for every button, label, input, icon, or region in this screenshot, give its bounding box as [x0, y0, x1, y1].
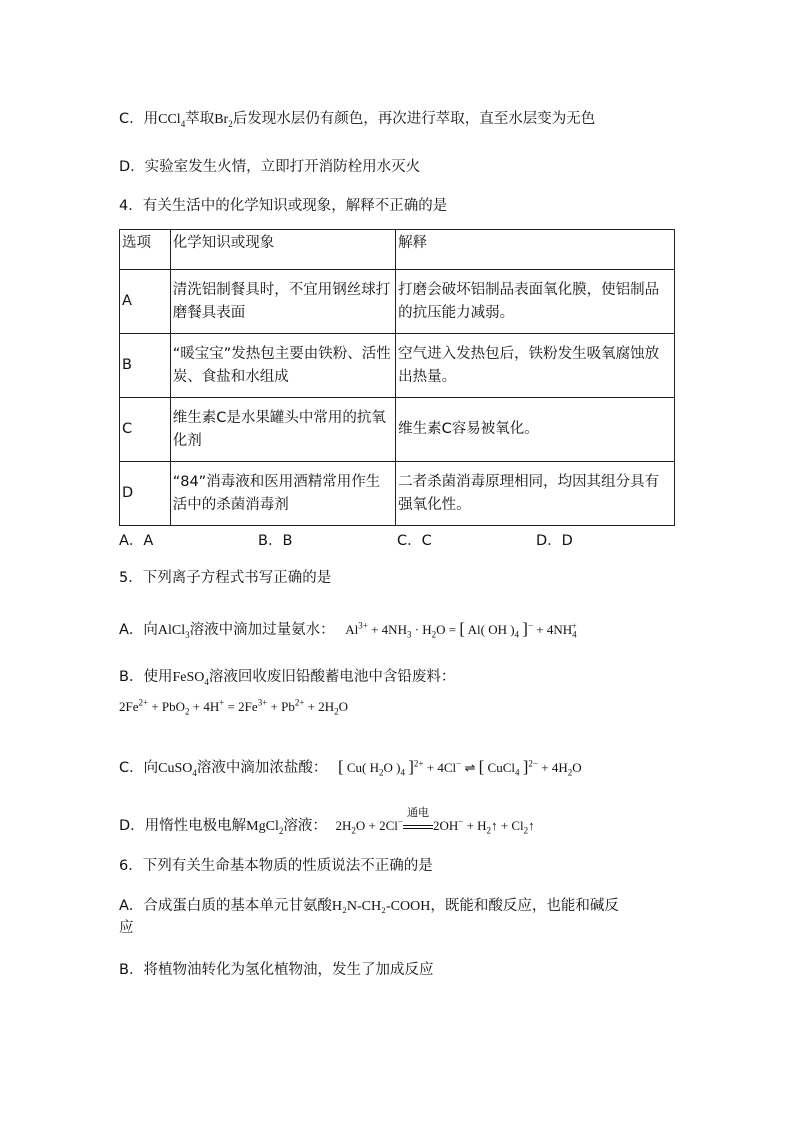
- cell-option: D: [120, 462, 171, 526]
- question-5-option-a: A．向AlCl$_3$溶液中滴加过量氨水： $Al^{3+} + 4NH_3 \cdot H_2O$ = [ Al( OH )$_4$ ]$^- + 4NH_4^+$: [119, 619, 577, 640]
- question-4-stem: 4．有关生活中的化学知识或现象，解释不正确的是: [119, 198, 448, 214]
- electrolysis-condition: 通电: [403, 816, 433, 836]
- answer-option-c: C．C: [397, 533, 432, 549]
- option-d-line: D．实验室发生火情，立即打开消防栓用水灭火: [119, 159, 421, 175]
- equation-b: $2Fe^{2+} + PbO_2 + 4H^+ = 2Fe^{3+} + Pb^{2+} + 2H_2O$: [119, 697, 349, 717]
- equation-d: $2H_2O + 2Cl^-$ 通电 $2OH^- + H_2↑$ + $Cl_2↑$: [335, 807, 535, 836]
- question-5-option-c: C．向CuSO$_4$溶液中滴加浓盐酸： [ Cu( $H_2O$ )$_4$ ]$^{2+}$ + 4Cl− ⇌ [ CuCl$_4$ ]$^{2-} + 4H_2O$: [119, 757, 582, 778]
- cell-phenomenon: 维生素C是水果罐头中常用的抗氧化剂: [170, 398, 395, 462]
- cell-option: A: [120, 270, 171, 334]
- question-6-option-a-cont: 应: [119, 920, 134, 936]
- answer-option-d: D．D: [536, 533, 573, 549]
- question-6-option-a: A．合成蛋白质的基本单元甘氨酸H₂N-CH₂-COOH，既能和酸反应，也能和碱反: [119, 898, 619, 914]
- text: 后发现水层仍有颜色，再次进行萃取，直至水层变为无色: [232, 111, 596, 127]
- cell-phenomenon: “暖宝宝”发热包主要由铁粉、活性炭、食盐和水组成: [170, 334, 395, 398]
- text: C．用: [119, 111, 159, 127]
- formula-br2: $Br_2$: [214, 112, 233, 129]
- cell-explanation: 二者杀菌消毒原理相同，均因其组分具有强氧化性。: [396, 462, 675, 526]
- cell-option: B: [120, 334, 171, 398]
- cell-explanation: 空气进入发热包后，铁粉发生吸氧腐蚀放出热量。: [396, 334, 675, 398]
- table-row: [120, 334, 675, 398]
- equation-a: $Al^{3+} + 4NH_3 \cdot H_2O$ = [ Al( OH )$_4$ ]$^- + 4NH_4^+$: [345, 619, 577, 640]
- table-row: [120, 270, 675, 334]
- table-header-row: [120, 230, 675, 270]
- formula-glycine: H₂N-CH₂-COOH: [331, 899, 431, 914]
- table-row: [120, 398, 675, 462]
- question-4-table: [119, 229, 675, 526]
- cell-phenomenon: 清洗铝制餐具时，不宜用钢丝球打磨餐具表面: [170, 270, 395, 334]
- question-5-option-b: B．使用FeSO$_4$溶液回收废旧铅酸蓄电池中含铅废料：: [119, 669, 456, 687]
- question-5-option-d: D．用惰性电极电解MgCl$_2$溶液： $2H_2O + 2Cl^-$ 通电 $2OH^- + H_2↑$ + $Cl_2↑$: [119, 807, 535, 836]
- question-6-stem: 6．下列有关生命基本物质的性质说法不正确的是: [119, 858, 433, 874]
- question-5-stem: 5．下列离子方程式书写正确的是: [119, 570, 332, 586]
- answer-option-a: A．A: [119, 533, 154, 549]
- header-phenomenon: 化学知识或现象: [170, 230, 395, 270]
- question-6-option-b: B．将植物油转化为氢化植物油，发生了加成反应: [119, 962, 434, 978]
- header-option: 选项: [120, 230, 171, 270]
- answer-option-b: B．B: [258, 533, 293, 549]
- table-row: [120, 462, 675, 526]
- cell-explanation: 维生素C容易被氧化。: [396, 398, 675, 462]
- option-c-line: [119, 109, 595, 130]
- cell-explanation: 打磨会破坏铝制品表面氧化膜，使铝制品的抗压能力减弱。: [396, 270, 675, 334]
- text: 萃取: [185, 111, 215, 127]
- formula-ccl4: CCl$_4$: [158, 112, 186, 129]
- question-4-options: [119, 531, 675, 551]
- cell-phenomenon: “84”消毒液和医用酒精常用作生活中的杀菌消毒剂: [170, 462, 395, 526]
- equation-c: [ Cu( $H_2O$ )$_4$ ]$^{2+}$ + 4Cl− ⇌ [ CuCl$_4$ ]$^{2-} + 4H_2O$: [337, 757, 582, 778]
- cell-option: C: [120, 398, 171, 462]
- header-explanation: 解释: [396, 230, 675, 270]
